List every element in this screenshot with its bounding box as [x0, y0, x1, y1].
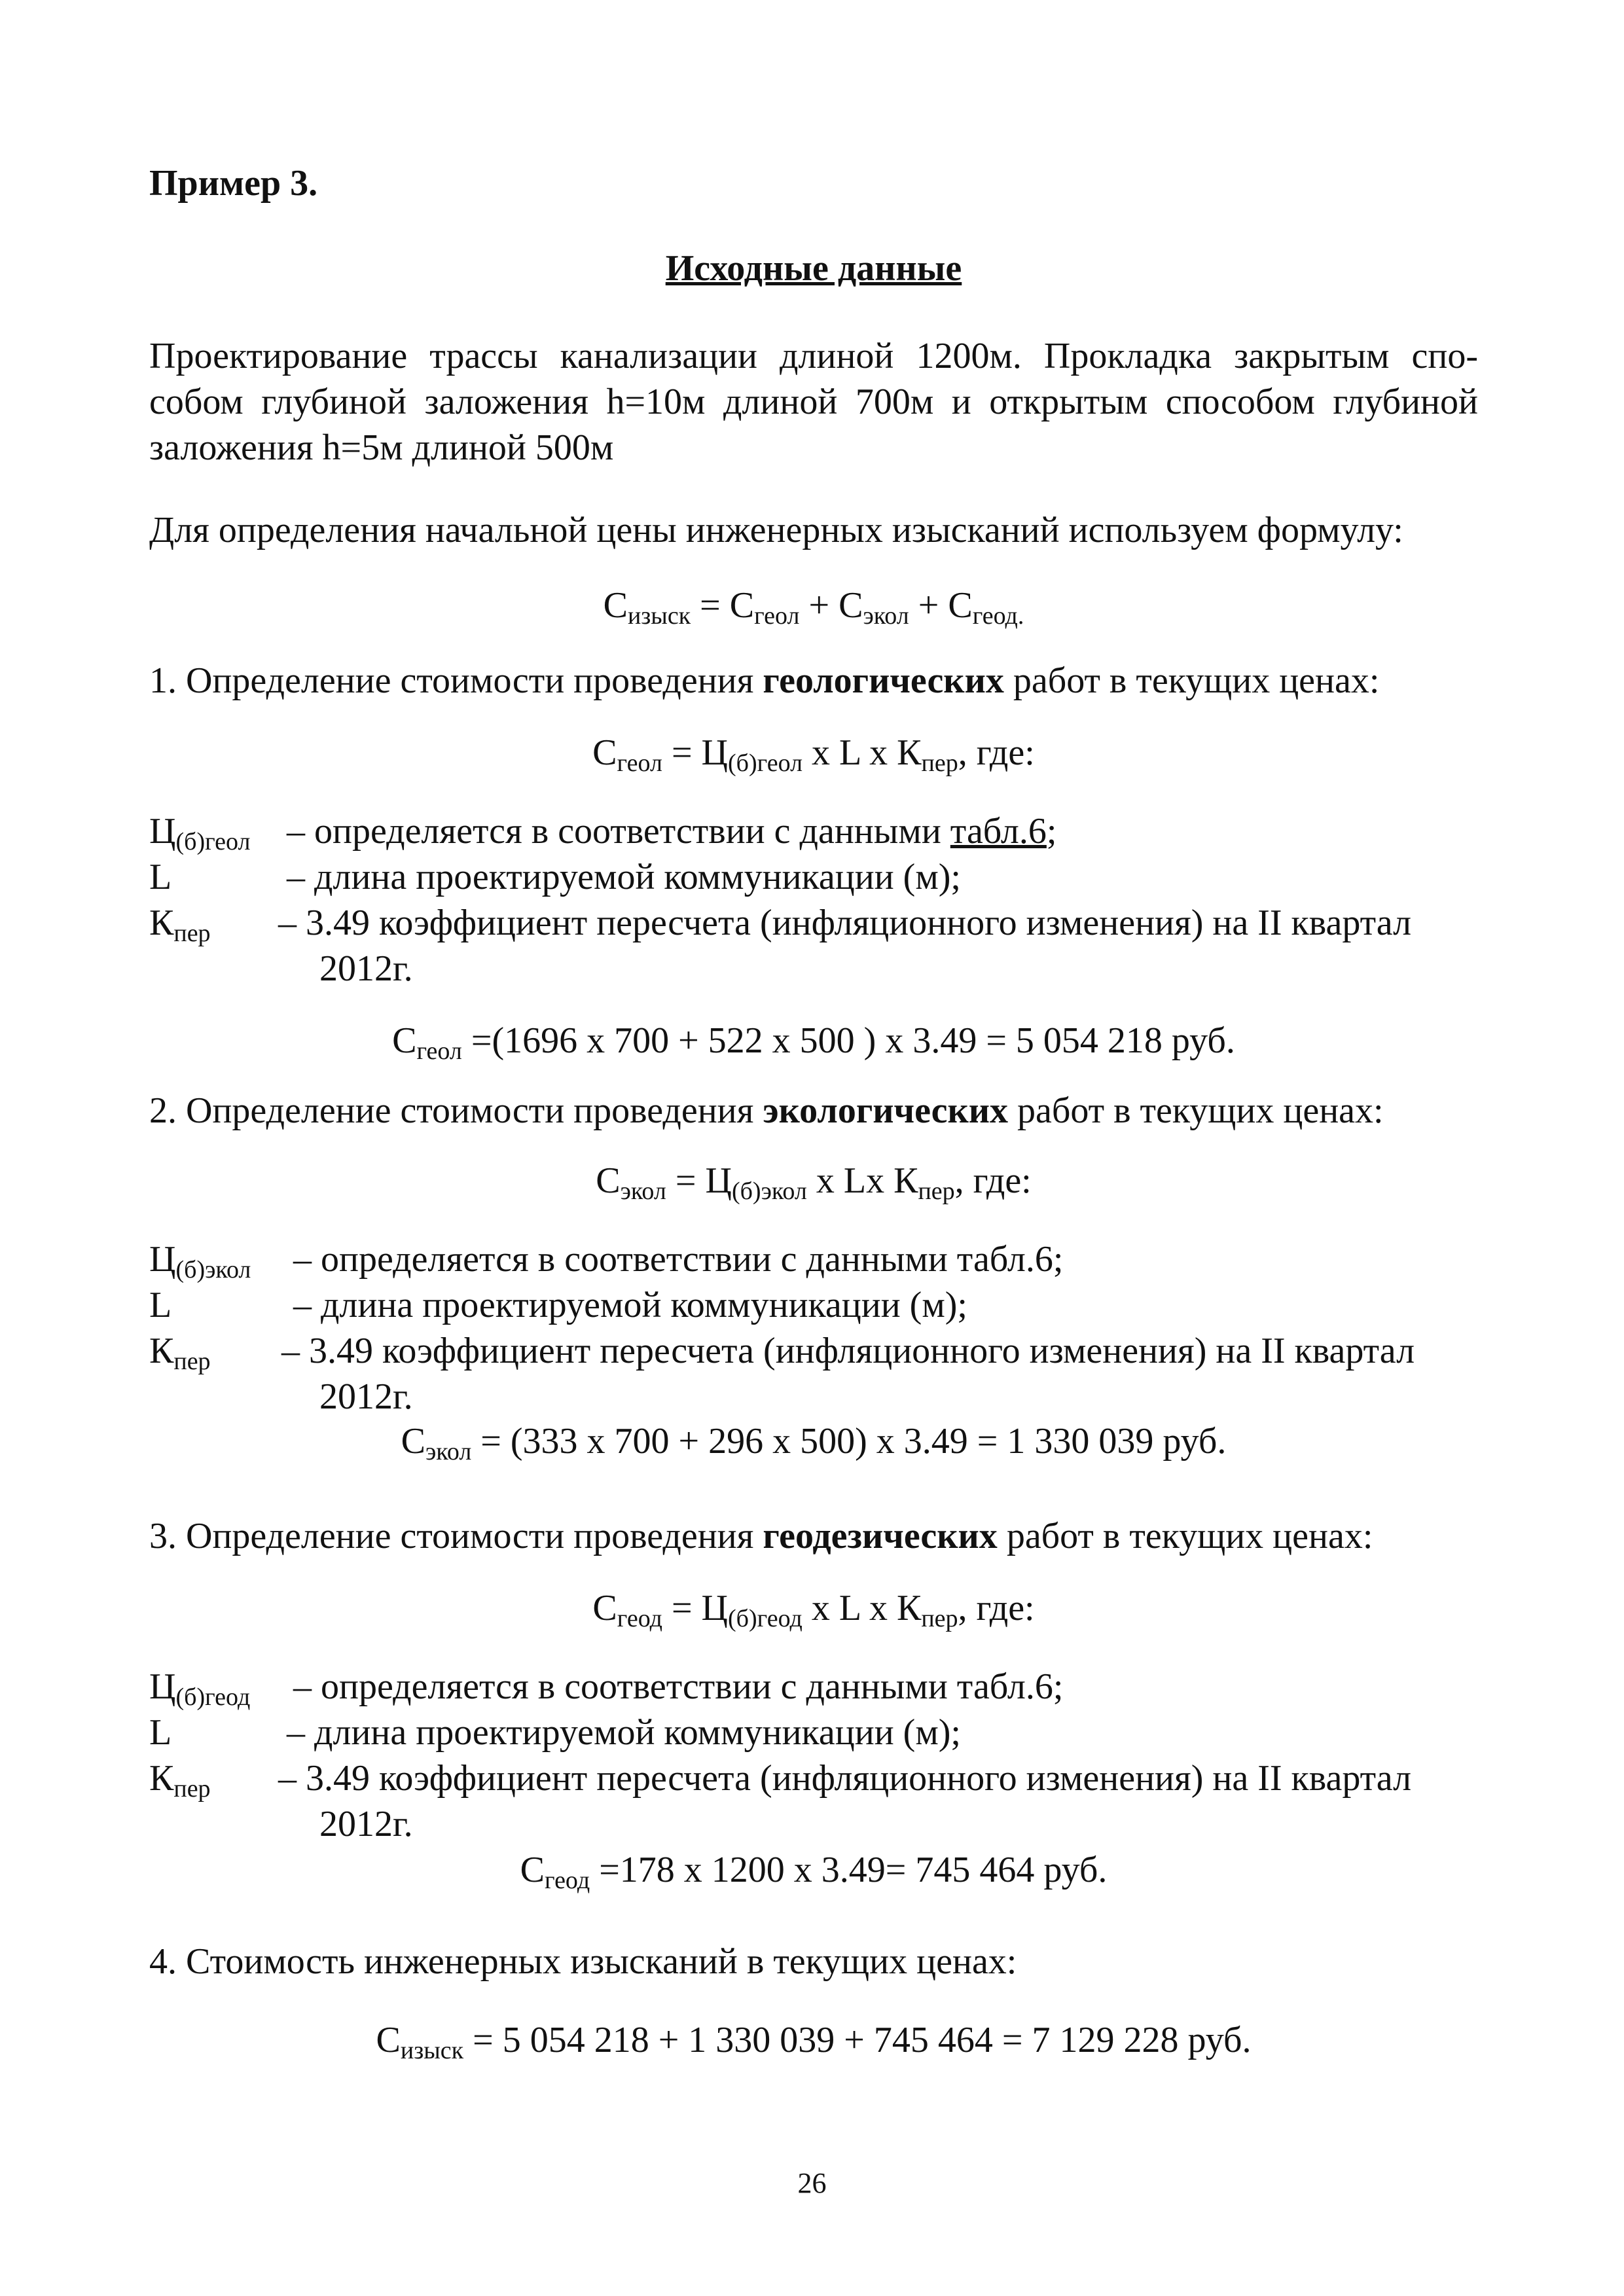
section-title: Исходные данные — [665, 248, 962, 289]
main-formula: $С_{изыск} = С_{геол} + С_{экол} + С_{геод.}$ — [603, 585, 1024, 630]
section-2-calc: $С_{экол} = (333$ х 700 + 296 х 500) х 3.49 = 1 330 039 руб. — [401, 1421, 1227, 1465]
section-1-title: 1. Определение стоимости проведения геологических работ в текущих ценах: — [149, 660, 1380, 701]
section-1-calc: $С_{геол} =(1696$ х 700 + 522 х 500 ) х 3.49 = 5 054 218 руб. — [392, 1020, 1235, 1065]
section-3-def-symbol-l: L — [149, 1712, 172, 1753]
section-1-def-text-k: – 3.49 коэффициент пересчета (инфляционного изменения) на II квартал — [278, 903, 1412, 943]
intro-line-1: Проектирование трассы канализации длиной 1200м. Прокладка закрытым спо- — [149, 336, 1478, 376]
section-3-def-text-k: – 3.49 коэффициент пересчета (инфляционного изменения) на II квартал — [278, 1758, 1412, 1799]
section-3-def-text-c: – определяется в соответствии с данными табл.6; — [293, 1666, 1064, 1707]
section-1-def-text-c: – определяется в соответствии с данными табл.6; — [287, 811, 1057, 852]
section-2-def-symbol-c: $Ц_{(б)экол}$ — [149, 1239, 251, 1283]
section-3-def-symbol-k: $К_{пер}$ — [149, 1758, 211, 1803]
intro-line-2: собом глубиной заложения h=10м длиной 700м и открытым способом глубиной — [149, 382, 1478, 422]
section-1-def-symbol-k: $К_{пер}$ — [149, 903, 211, 947]
page-number: 26 — [797, 2167, 827, 2199]
section-1-formula: $С_{геол} = Ц_{(б)геол}$ х L х $К_{пер}$, где: — [592, 732, 1035, 777]
section-1-def-symbol-c: $Ц_{(б)геол}$ — [149, 811, 251, 855]
section-2-def-symbol-l: L — [149, 1285, 172, 1325]
formula-intro: Для определения начальной цены инженерных изысканий используем формулу: — [149, 510, 1403, 550]
section-3-def-symbol-c: $Ц_{(б)геод}$ — [149, 1666, 251, 1711]
section-2-title: 2. Определение стоимости проведения экологических работ в текущих ценах: — [149, 1090, 1384, 1131]
total-calc: $С_{изыск} = 5$ 054 218 + 1 330 039 + 745 464 = 7 129 228 руб. — [376, 2020, 1252, 2064]
section-3-calc: $С_{геод} =178$ х 1200 х 3.49= 745 464 руб. — [520, 1850, 1108, 1894]
intro-line-3: заложения h=5м длиной 500м — [149, 427, 614, 468]
section-2-def-text-c: – определяется в соответствии с данными табл.6; — [293, 1239, 1064, 1280]
section-3-def-text-l: – длина проектируемой коммуникации (м); — [287, 1712, 961, 1753]
section-1-def-text-l: – длина проектируемой коммуникации (м); — [287, 857, 961, 897]
total-title: 4. Стоимость инженерных изысканий в текущих ценах: — [149, 1941, 1017, 1982]
example-heading: Пример 3. — [149, 163, 318, 204]
section-2-def-text-k: – 3.49 коэффициент пересчета (инфляционного изменения) на II квартал — [281, 1331, 1415, 1371]
section-2-formula: $С_{экол} = Ц_{(б)экол}$ х Lх $К_{пер}$, где: — [596, 1160, 1032, 1205]
section-3-title: 3. Определение стоимости проведения геодезических работ в текущих ценах: — [149, 1516, 1373, 1556]
section-1-def-text-k-cont: 2012г. — [319, 948, 413, 989]
section-2-def-symbol-k: $К_{пер}$ — [149, 1331, 211, 1375]
section-2-def-text-l: – длина проектируемой коммуникации (м); — [293, 1285, 967, 1325]
section-1-def-symbol-l: L — [149, 857, 172, 897]
section-3-formula: $С_{геод} = Ц_{(б)геод}$ х L х $К_{пер}$, где: — [592, 1588, 1035, 1632]
table-6-link[interactable]: табл.6 — [950, 811, 1047, 852]
section-2-def-text-k-cont: 2012г. — [319, 1376, 413, 1417]
section-3-def-text-k-cont: 2012г. — [319, 1804, 413, 1844]
